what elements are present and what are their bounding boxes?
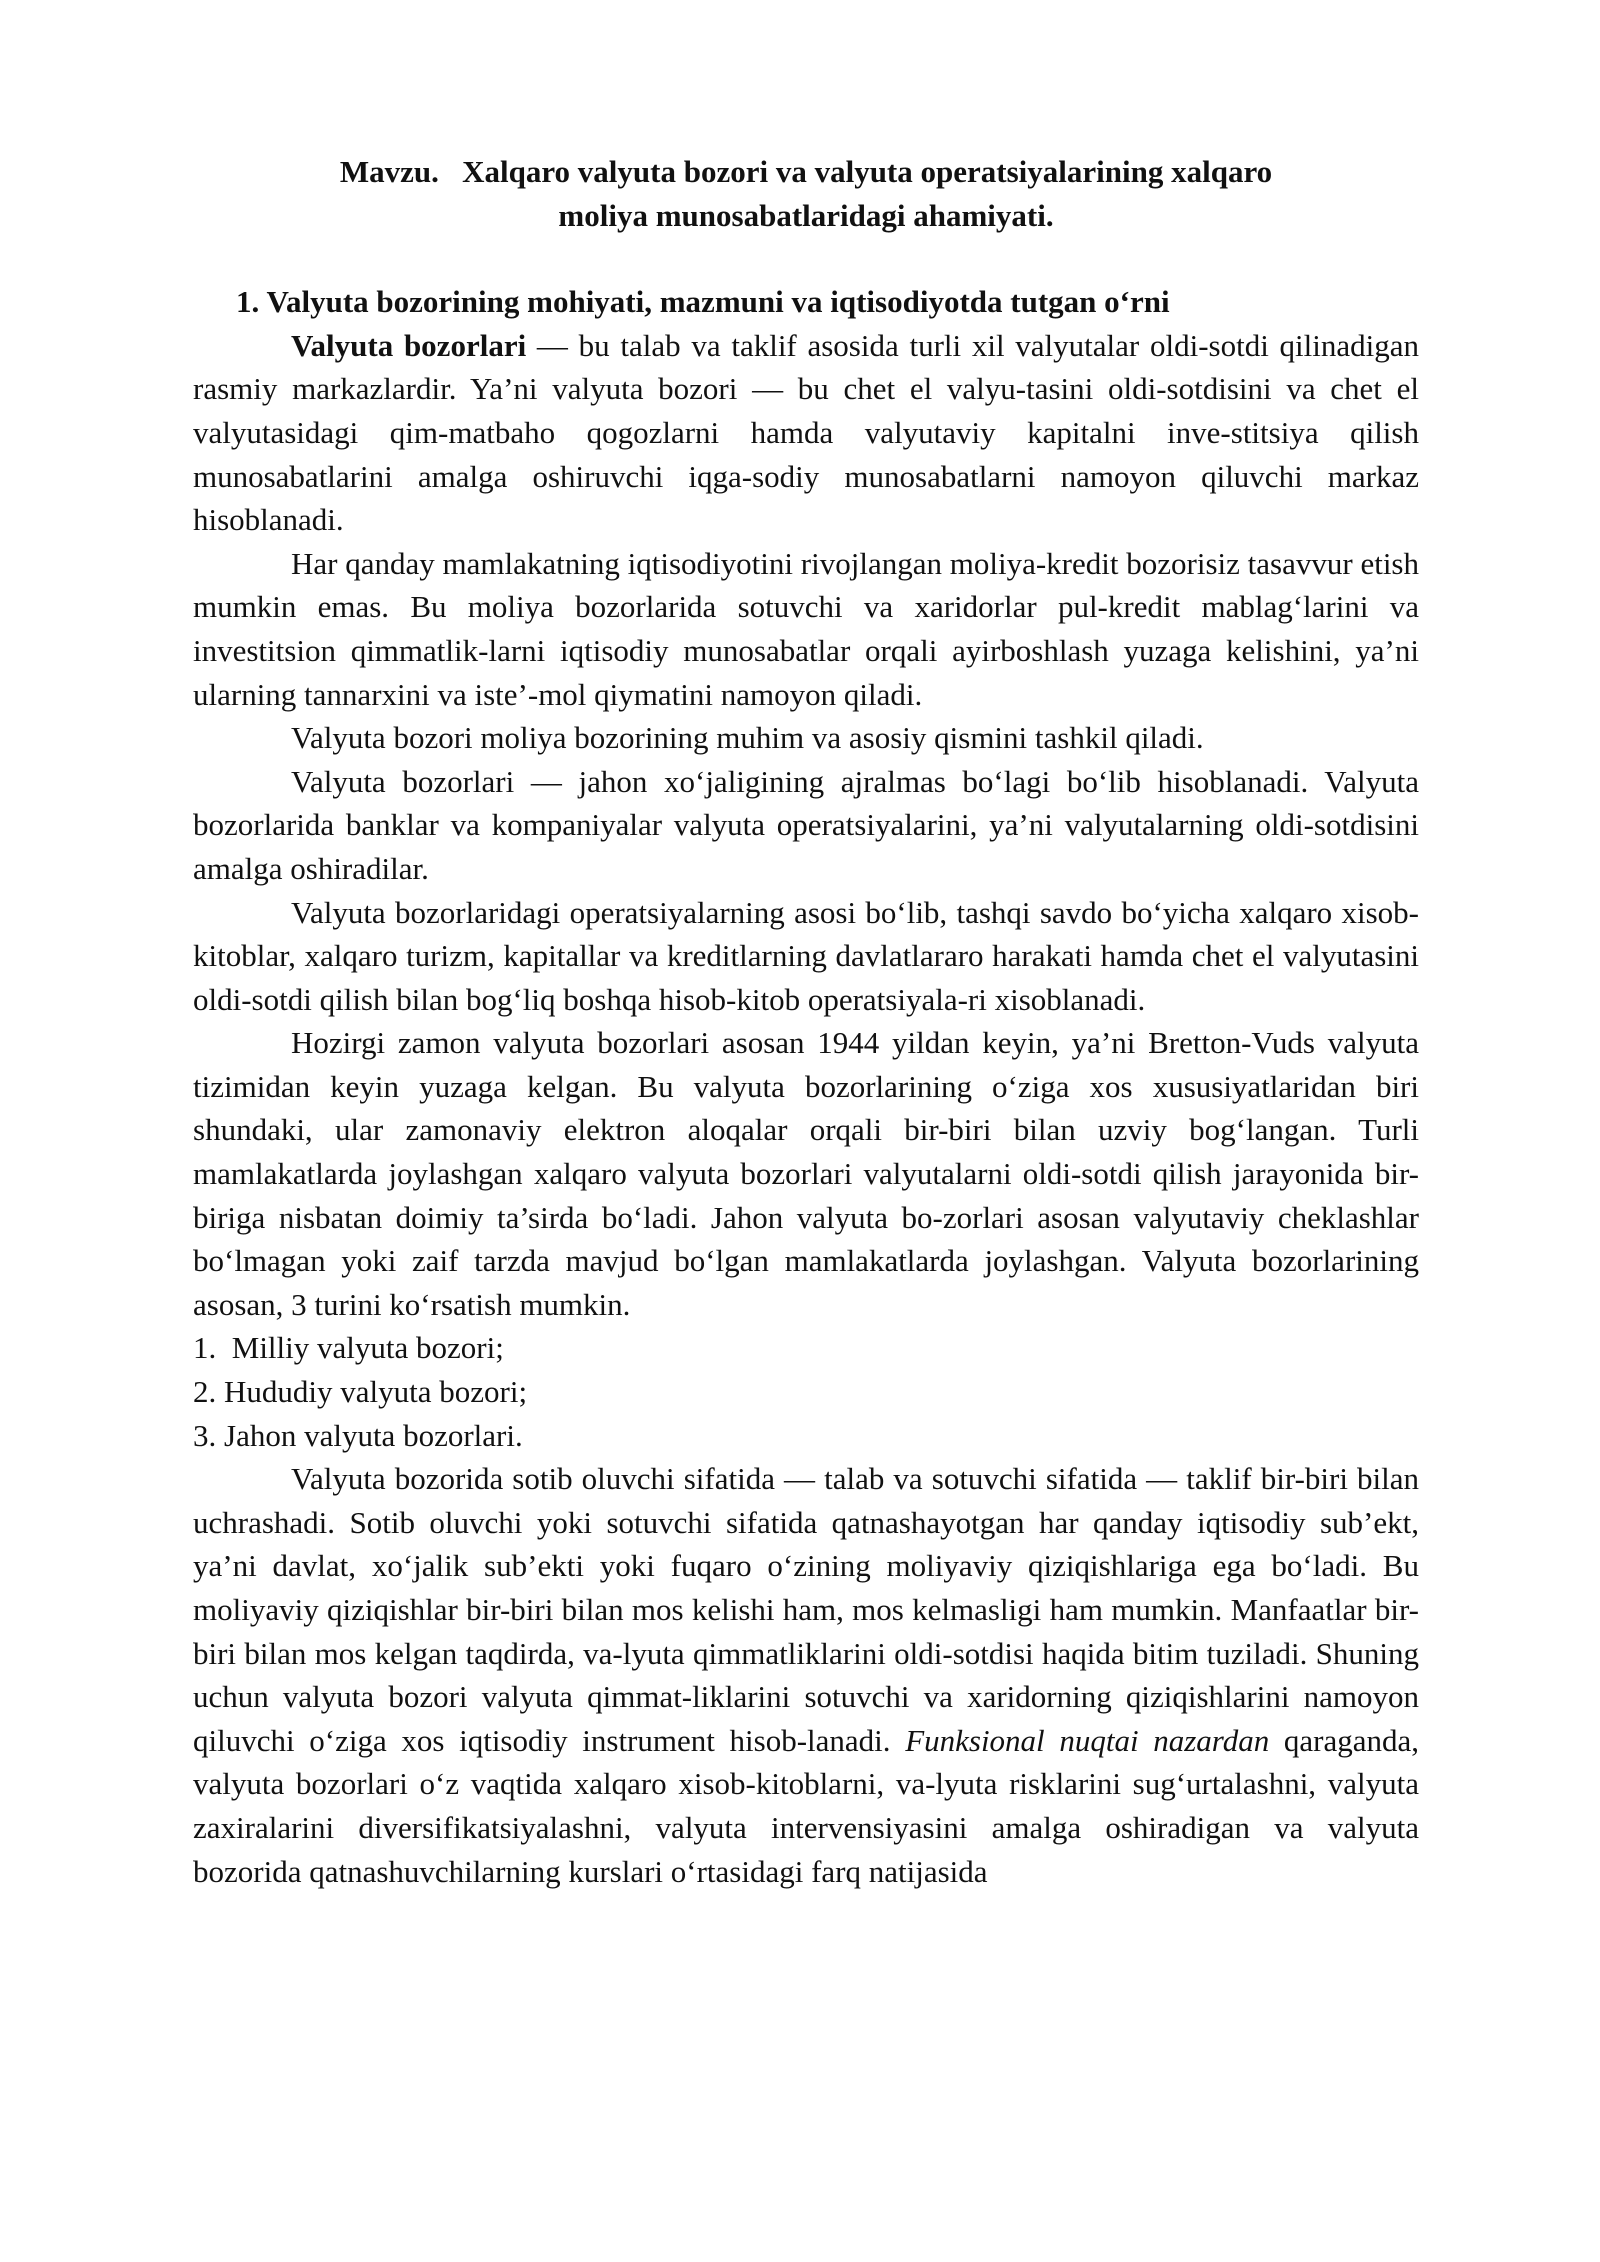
title-line-2: moliya munosabatlaridagi ahamiyati. xyxy=(558,197,1054,233)
paragraph-7-text-after: qaraganda, valyuta bozorlari o‘z vaqtida xalqaro xisob-kitoblarni, va-lyuta risklarini sug‘urtalashni, valyuta zaxiralarini diversifikatsiyalashni, valyuta intervensiyasini amalga oshiradigan va valyuta bozorida qatnashuvchilarning kurslari o‘rtasidagi farq natijasida xyxy=(193,1722,1419,1889)
section-heading: 1. Valyuta bozorining mohiyati, mazmuni va iqtisodiyotda tutgan o‘rni xyxy=(236,284,1170,320)
spacer xyxy=(193,237,1419,280)
paragraph-definition xyxy=(193,324,1419,542)
document-title xyxy=(193,150,1419,237)
document-page xyxy=(193,150,1419,1893)
paragraph-7 xyxy=(193,1457,1419,1893)
italic-phrase: Funksional nuqtai nazardan xyxy=(905,1722,1270,1758)
list-item: 3. Jahon valyuta bozorlari. xyxy=(193,1417,523,1453)
paragraph-5: Valyuta bozorlaridagi operatsiyalarning asosi bo‘lib, tashqi savdo bo‘yicha xalqaro xisob-kitoblar, xalqaro turizm, kapitallar va kreditlarning davlatlararo harakati hamda chet el valyutasini oldi-sotdi qilish bilan bog‘liq boshqa hisob-kitob operatsiyala-ri xisoblanadi. xyxy=(193,894,1419,1017)
defined-term: Valyuta bozorlari xyxy=(291,327,527,363)
list-item: 2. Hududiy valyuta bozori; xyxy=(193,1374,528,1410)
definition-text: — bu talab va taklif asosida turli xil valyutalar oldi-sotdi qilinadigan rasmiy markazlardir. Ya’ni valyuta bozori — bu chet el valyu-tasini oldi-sotdisini va chet el valyutasidagi qim-matbaho qogozlarni hamda valyutaviy kapitalni inve-stitsiya qilish munosabatlarini amalga oshiruvchi iqga-sodiy munosabatlarni namoyon qiluvchi markaz hisoblanadi. xyxy=(193,327,1419,538)
paragraph-2: Har qanday mamlakatning iqtisodiyotini rivojlangan moliya-kredit bozorisiz tasavvur etish mumkin emas. Bu moliya bozorlarida sotuvchi va xaridorlar pul-kredit mablag‘larini va investitsion qimmatlik-larni iqtisodiy munosabatlar orqali ayirboshlash yuzaga kelishini, ya’ni ularning tannarxini va iste’-mol qiymatini namoyon qiladi. xyxy=(193,545,1419,712)
title-line-1: Mavzu. Xalqaro valyuta bozori va valyuta operatsiyalarining xalqaro xyxy=(339,154,1273,189)
paragraph-7-text-before: Valyuta bozorida sotib oluvchi sifatida — talab va sotuvchi sifatida — taklif bir-biri bilan uchrashadi. Sotib oluvchi yoki sotuvchi sifatida qatnashayotgan har qanday iqtisodiy sub’ekt, ya’ni davlat, xo‘jalik sub’ekti yoki fuqaro o‘zining moliyaviy qiziqishlariga ega bo‘ladi. Bu moliyaviy qiziqishlar bir-biri bilan mos kelishi ham, mos kelmasligi ham mumkin. Manfaatlar bir-biri bilan mos kelgan taqdirda, va-lyuta qimmatliklarini oldi-sotdisi haqida bitim tuziladi. Shuning uchun valyuta bozori valyuta qimmat-liklarini sotuvchi va xaridorning qiziqishlarini namoyon qiluvchi o‘ziga xos iqtisodiy instrument hisob-lanadi. xyxy=(193,1461,1419,1758)
paragraph-3: Valyuta bozori moliya bozorining muhim va asosiy qismini tashkil qiladi. xyxy=(291,720,1204,756)
list-item: 1. Milliy valyuta bozori; xyxy=(193,1330,504,1366)
market-types-list xyxy=(193,1326,1419,1457)
paragraph-6: Hozirgi zamon valyuta bozorlari asosan 1944 yildan keyin, ya’ni Bretton-Vuds valyuta tizimidan keyin yuzaga kelgan. Bu valyuta bozorlarining o‘ziga xos xususiyatlaridan biri shundaki, ular zamonaviy elektron aloqalar orqali bir-biri bilan uzviy bog‘langan. Turli mamlakatlarda joylashgan xalqaro valyuta bozorlari valyutalarni oldi-sotdi qilish jarayonida bir-biriga nisbatan doimiy ta’sirda bo‘ladi. Jahon valyuta bo-zorlari asosan valyutaviy cheklashlar bo‘lmagan yoki zaif tarzda mavjud bo‘lgan mamlakatlarda joylashgan. Valyuta bozorlarining asosan, 3 turini ko‘rsatish mumkin. xyxy=(193,1025,1419,1322)
paragraph-4: Valyuta bozorlari — jahon xo‘jaligining ajralmas bo‘lagi bo‘lib hisoblanadi. Valyuta bozorlarida banklar va kompaniyalar valyuta operatsiyalarini, ya’ni valyutalarning oldi-sotdisini amalga oshiradilar. xyxy=(193,763,1419,886)
